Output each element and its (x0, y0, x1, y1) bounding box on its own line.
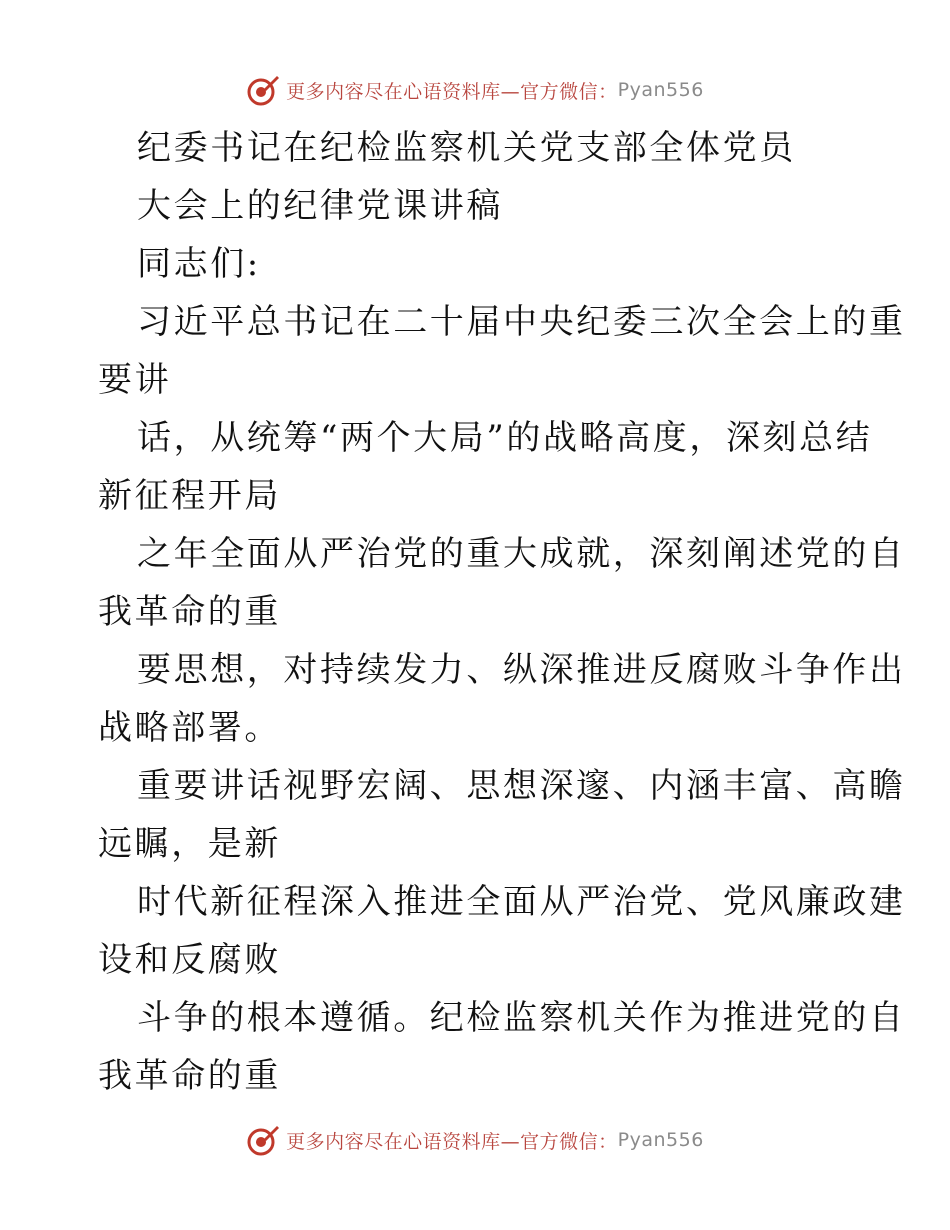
paragraph-line: 我革命的重 (98, 592, 281, 632)
banner-text: 更多内容尽在心语资料库—官方微信： (286, 80, 618, 103)
paragraph-line: 时代新征程深入推进全面从严治党、党风廉政建 (137, 882, 906, 922)
paragraph-line: 重要讲话视野宏阔、思想深邃、内涵丰富、高瞻 (137, 766, 906, 806)
paragraph-line: 习近平总书记在二十届中央纪委三次全会上的重 (137, 302, 906, 342)
greeting: 同志们: (137, 244, 261, 284)
paragraph-line: 要讲 (98, 360, 172, 400)
footer-banner (0, 1120, 950, 1160)
pen-logo-icon (246, 1123, 280, 1157)
paragraph-line: 战略部署。 (98, 708, 281, 748)
paragraph-line: 话，从统筹“两个大局”的战略高度，深刻总结 (137, 418, 873, 458)
banner-wechat-id: Pyan556 (617, 79, 704, 101)
banner-text: 更多内容尽在心语资料库—官方微信： (286, 1130, 618, 1153)
paragraph-line: 新征程开局 (98, 476, 281, 516)
paragraph-line: 要思想，对持续发力、纵深推进反腐败斗争作出 (137, 650, 906, 690)
paragraph-line: 我革命的重 (98, 1056, 281, 1096)
document-title-line-1: 纪委书记在纪检监察机关党支部全体党员 (137, 128, 796, 168)
paragraph-line: 远瞩，是新 (98, 824, 281, 864)
pen-logo-icon (246, 73, 280, 107)
header-banner (0, 70, 950, 110)
paragraph-line: 斗争的根本遵循。纪检监察机关作为推进党的自 (137, 998, 906, 1038)
paragraph-line: 之年全面从严治党的重大成就，深刻阐述党的自 (137, 534, 906, 574)
document-title-line-2: 大会上的纪律党课讲稿 (137, 186, 503, 226)
paragraph-line: 设和反腐败 (98, 940, 281, 980)
banner-wechat-id: Pyan556 (617, 1129, 704, 1151)
